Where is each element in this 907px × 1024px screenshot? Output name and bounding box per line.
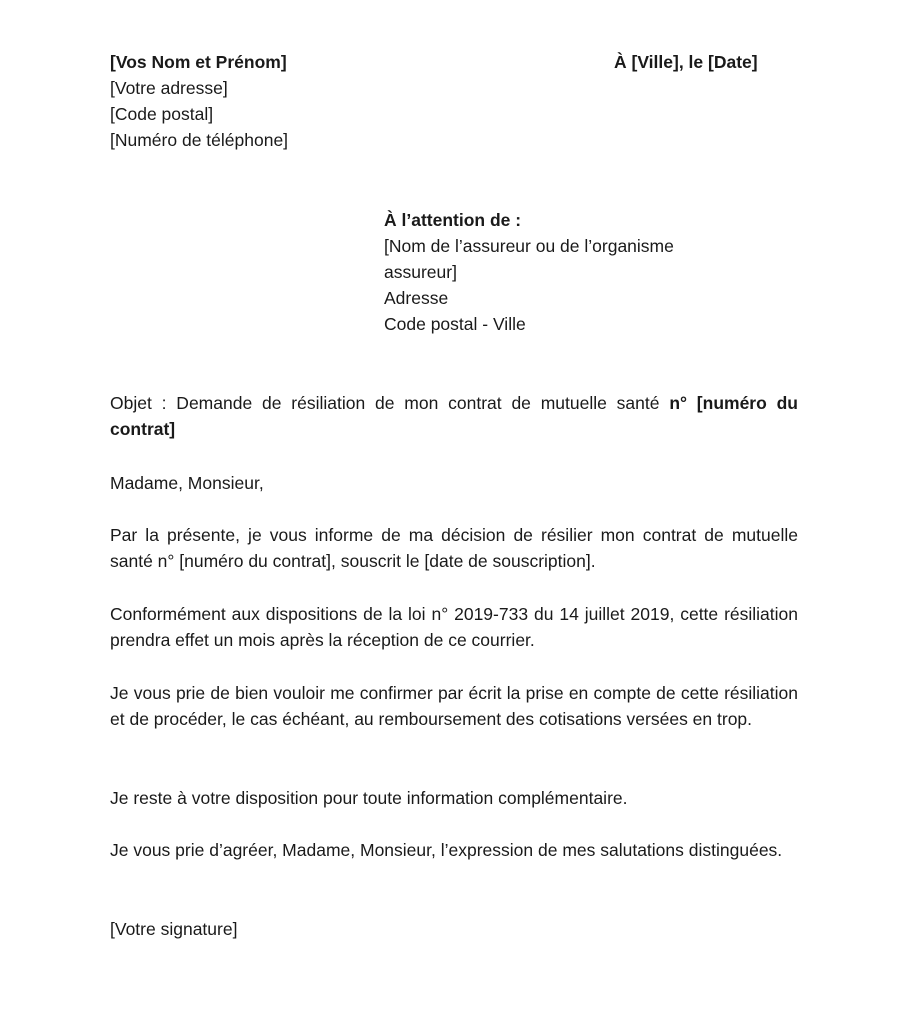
salutation: Madame, Monsieur,	[110, 473, 264, 493]
body-paragraph-5: Je vous prie d’agréer, Madame, Monsieur, l’expression de mes salutations distinguées.	[110, 840, 783, 860]
body-paragraph-2: Conformément aux dispositions de la loi n° 2019-733 du 14 juillet 2019, cette résiliation prendra effet un mois après la réception de ce courrier.	[110, 604, 798, 650]
sender-address: [Votre adresse]	[110, 78, 228, 98]
subject-line	[110, 390, 798, 442]
recipient-address: Adresse	[384, 288, 449, 308]
recipient-insurer-line2: assureur]	[384, 262, 457, 282]
place-date: À [Ville], le [Date]	[614, 52, 758, 72]
body-paragraph-1: Par la présente, je vous informe de ma décision de résilier mon contrat de mutuelle santé n° [numéro du contrat], souscrit le [date de souscription].	[110, 525, 798, 571]
sender-name: [Vos Nom et Prénom]	[110, 52, 287, 72]
signature-placeholder: [Votre signature]	[110, 919, 238, 939]
subject-prefix: Objet : Demande de résiliation de mon contrat de mutuelle santé	[110, 393, 670, 413]
recipient-postal-city: Code postal - Ville	[384, 314, 526, 334]
sender-postal-code: [Code postal]	[110, 104, 214, 124]
body-paragraph-4: Je reste à votre disposition pour toute information complémentaire.	[110, 788, 628, 808]
recipient-insurer-line1: [Nom de l’assureur ou de l’organisme	[384, 236, 674, 256]
body-paragraph-3: Je vous prie de bien vouloir me confirmer par écrit la prise en compte de cette résiliation et de procéder, le cas échéant, au remboursement des cotisations versées en trop.	[110, 683, 798, 729]
subject-contract-number: n° [numéro du contrat]	[110, 393, 799, 439]
sender-phone: [Numéro de téléphone]	[110, 130, 289, 150]
recipient-attention: À l’attention de :	[384, 210, 522, 230]
